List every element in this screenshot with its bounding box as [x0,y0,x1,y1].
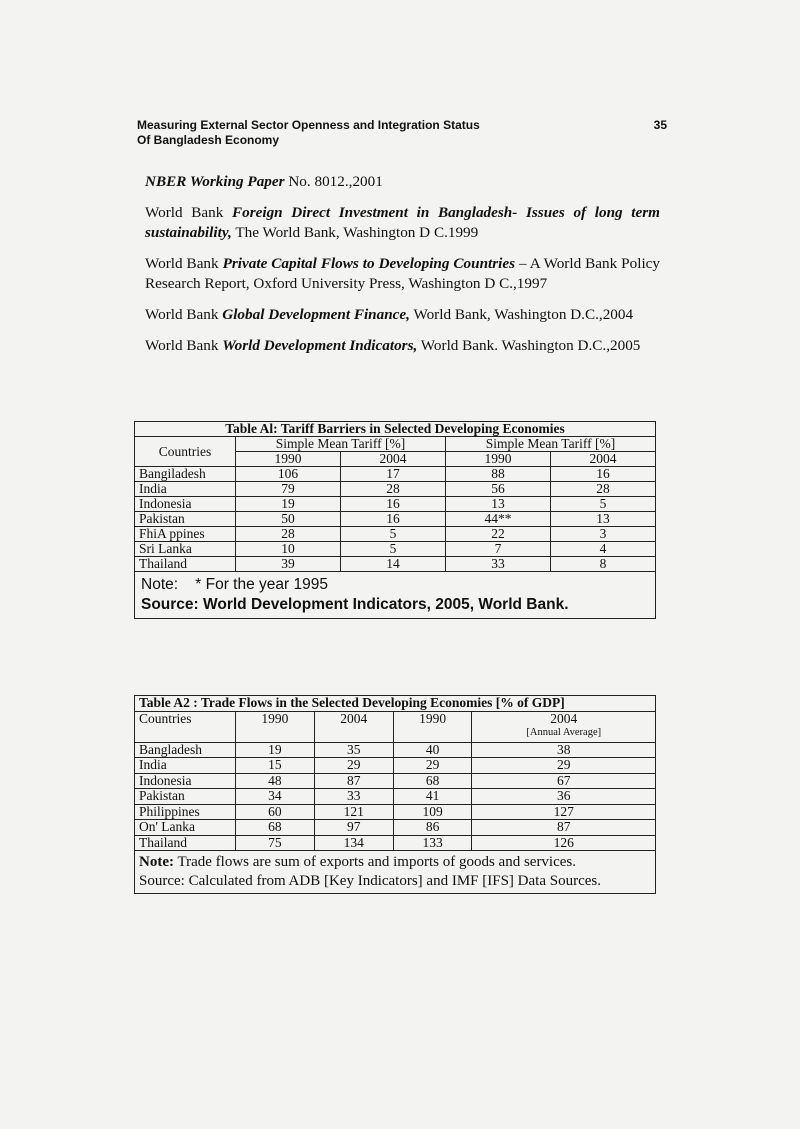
reference-item: World Bank Private Capital Flows to Developing Countries – A World Bank Policy Research Report, Oxford University Press, Washington D C.,1997 [145,255,661,292]
value-cell: 87 [472,820,656,836]
value-cell: 17 [341,467,446,482]
value-cell: 39 [236,557,341,572]
value-cell: 86 [393,820,472,836]
value-cell: 60 [236,804,315,820]
column-header-year: 1990 [236,711,315,742]
value-cell: 41 [393,789,472,805]
value-cell: 7 [446,542,551,557]
column-header-year-annual [472,711,656,742]
value-cell: 75 [236,835,315,851]
note-text: Note: * For the year 1995 [141,576,328,593]
country-cell: FhiA ppines [135,527,236,542]
column-header-year: 2004 [341,452,446,467]
tariff-barriers-table [134,421,656,619]
running-header [137,118,667,148]
country-cell: Indonesia [135,773,236,789]
table-row [135,512,656,527]
value-cell: 33 [314,789,393,805]
value-cell: 5 [341,542,446,557]
country-cell: Philippines [135,804,236,820]
table-row [135,467,656,482]
table-note [135,851,656,894]
header-title-line1: Measuring External Sector Openness and Integration Status [137,118,480,132]
value-cell: 14 [341,557,446,572]
reference-item: World Bank World Development Indicators, World Bank. Washington D.C.,2005 [145,337,641,354]
table-row [135,557,656,572]
value-cell: 10 [236,542,341,557]
value-cell: 13 [446,497,551,512]
country-cell: Pakistan [135,789,236,805]
value-cell: 127 [472,804,656,820]
value-cell: 29 [314,758,393,774]
table-row [135,542,656,557]
country-cell: India [135,758,236,774]
value-cell: 56 [446,482,551,497]
value-cell: 28 [236,527,341,542]
value-cell: 87 [314,773,393,789]
table-row [135,527,656,542]
column-header-year: 1990 [393,711,472,742]
value-cell: 19 [236,742,315,758]
value-cell: 4 [551,542,656,557]
value-cell: 3 [551,527,656,542]
value-cell: 8 [551,557,656,572]
year-label: 2004 [550,710,578,726]
column-header-countries: Countries [135,711,236,742]
value-cell: 68 [236,820,315,836]
value-cell: 36 [472,789,656,805]
value-cell: 38 [472,742,656,758]
value-cell: 35 [314,742,393,758]
country-cell: On' Lanka [135,820,236,836]
value-cell: 44** [446,512,551,527]
value-cell: 5 [551,497,656,512]
table-row [135,835,656,851]
reference-item: World Bank Global Development Finance, World Bank, Washington D.C.,2004 [145,306,634,323]
column-header-year: 2004 [314,711,393,742]
value-cell: 5 [341,527,446,542]
value-cell: 28 [341,482,446,497]
page-number: 35 [653,118,667,132]
source-text: Source: World Development Indicators, 2005, World Bank. [141,596,569,613]
value-cell: 28 [551,482,656,497]
trade-flows-table [134,695,656,894]
value-cell: 19 [236,497,341,512]
country-cell: Bangiladesh [135,467,236,482]
reference-item: NBER Working Paper No. 8012.,2001 [145,173,383,190]
column-header-countries: Countries [135,437,236,467]
column-group-header: Simple Mean Tariff [%] [446,437,656,452]
value-cell: 34 [236,789,315,805]
value-cell: 22 [446,527,551,542]
value-cell: 16 [341,512,446,527]
value-cell: 33 [446,557,551,572]
column-header-year: 2004 [551,452,656,467]
value-cell: 106 [236,467,341,482]
table-row [135,497,656,512]
country-cell: India [135,482,236,497]
country-cell: Indonesia [135,497,236,512]
reference-item: World Bank Foreign Direct Investment in Bangladesh- Issues of long term sustainability, The World Bank, Washington D C.1999 [145,204,660,241]
value-cell: 121 [314,804,393,820]
table-row [135,820,656,836]
note-text: Note: Trade flows are sum of exports and imports of goods and services. [139,854,577,870]
value-cell: 40 [393,742,472,758]
value-cell: 48 [236,773,315,789]
country-cell: Bangladesh [135,742,236,758]
country-cell: Thailand [135,835,236,851]
value-cell: 109 [393,804,472,820]
table-row [135,773,656,789]
column-group-header: Simple Mean Tariff [%] [236,437,446,452]
value-cell: 88 [446,467,551,482]
value-cell: 67 [472,773,656,789]
value-cell: 50 [236,512,341,527]
value-cell: 97 [314,820,393,836]
value-cell: 133 [393,835,472,851]
column-header-year: 1990 [446,452,551,467]
header-title-line2: Of Bangladesh Economy [137,133,280,147]
table-row [135,742,656,758]
source-text: Source: Calculated from ADB [Key Indicators] and IMF [IFS] Data Sources. [139,873,601,889]
value-cell: 68 [393,773,472,789]
country-cell: Sri Lanka [135,542,236,557]
reference-list [145,172,660,367]
annual-average-label: [Annual Average] [526,727,602,738]
value-cell: 126 [472,835,656,851]
value-cell: 29 [393,758,472,774]
value-cell: 29 [472,758,656,774]
value-cell: 134 [314,835,393,851]
value-cell: 16 [341,497,446,512]
value-cell: 79 [236,482,341,497]
table-row [135,482,656,497]
table-note [135,572,656,619]
value-cell: 16 [551,467,656,482]
table-row [135,804,656,820]
value-cell: 15 [236,758,315,774]
country-cell: Thailand [135,557,236,572]
column-header-year: 1990 [236,452,341,467]
country-cell: Pakistan [135,512,236,527]
value-cell: 13 [551,512,656,527]
table-row [135,758,656,774]
table-caption: Table Al: Tariff Barriers in Selected Developing Economies [135,422,656,437]
table-caption: Table A2 : Trade Flows in the Selected Developing Economies [% of GDP] [135,696,656,712]
table-row [135,789,656,805]
